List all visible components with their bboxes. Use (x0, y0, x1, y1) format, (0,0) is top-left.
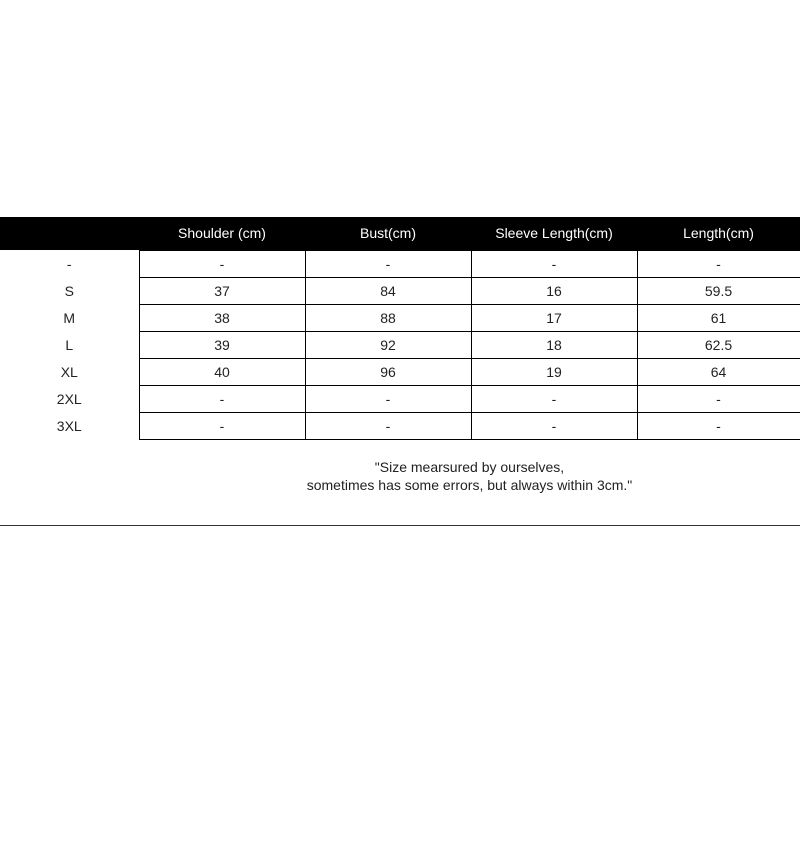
table-row (0, 412, 800, 439)
divider (0, 525, 800, 526)
bust-value: - (305, 385, 471, 412)
table-row (0, 331, 800, 358)
shoulder-value: 40 (139, 358, 305, 385)
bust-value: - (305, 412, 471, 439)
sleeve-length-value: - (471, 250, 637, 277)
note-line-1: "Size mearsured by ourselves, (374, 459, 565, 475)
size-chart-table (0, 217, 800, 440)
table-row (0, 358, 800, 385)
size-label: - (66, 255, 72, 272)
size-chart-header (0, 217, 800, 250)
note-line-2: sometimes has some errors, but always within 3cm." (306, 477, 633, 493)
size-label: M (63, 309, 76, 326)
length-value: - (637, 250, 800, 277)
length-value: 62.5 (637, 331, 800, 358)
header-shoulder: Shoulder (cm) (178, 225, 266, 242)
shoulder-value: - (139, 385, 305, 412)
bust-value: 88 (305, 304, 471, 331)
bust-value: - (305, 250, 471, 277)
header-bust: Bust(cm) (360, 225, 416, 242)
length-value: 61 (637, 304, 800, 331)
length-value: - (637, 385, 800, 412)
shoulder-value: - (139, 250, 305, 277)
shoulder-value: 39 (139, 331, 305, 358)
table-row (0, 385, 800, 412)
shoulder-value: 38 (139, 304, 305, 331)
bust-value: 96 (305, 358, 471, 385)
shoulder-value: - (139, 412, 305, 439)
table-row (0, 250, 800, 277)
sleeve-length-value: 18 (471, 331, 637, 358)
header-row (0, 217, 800, 250)
length-value: - (637, 412, 800, 439)
bust-value: 92 (305, 331, 471, 358)
size-label: 2XL (56, 390, 82, 407)
sleeve-length-value: 19 (471, 358, 637, 385)
size-label: L (65, 336, 74, 353)
header-size (0, 217, 139, 250)
size-chart-body (0, 250, 800, 439)
bust-value: 84 (305, 277, 471, 304)
size-label: 3XL (56, 417, 82, 434)
header-sleeve-length: Sleeve Length(cm) (495, 225, 613, 242)
length-value: 64 (637, 358, 800, 385)
header-length: Length(cm) (683, 225, 754, 242)
length-value: 59.5 (637, 277, 800, 304)
shoulder-value: 37 (139, 277, 305, 304)
sleeve-length-value: 17 (471, 304, 637, 331)
sleeve-length-value: 16 (471, 277, 637, 304)
table-row (0, 304, 800, 331)
size-label: S (64, 282, 74, 299)
sleeve-length-value: - (471, 412, 637, 439)
sleeve-length-value: - (471, 385, 637, 412)
measurement-note (139, 458, 800, 494)
size-label: XL (60, 363, 78, 380)
table-row (0, 277, 800, 304)
